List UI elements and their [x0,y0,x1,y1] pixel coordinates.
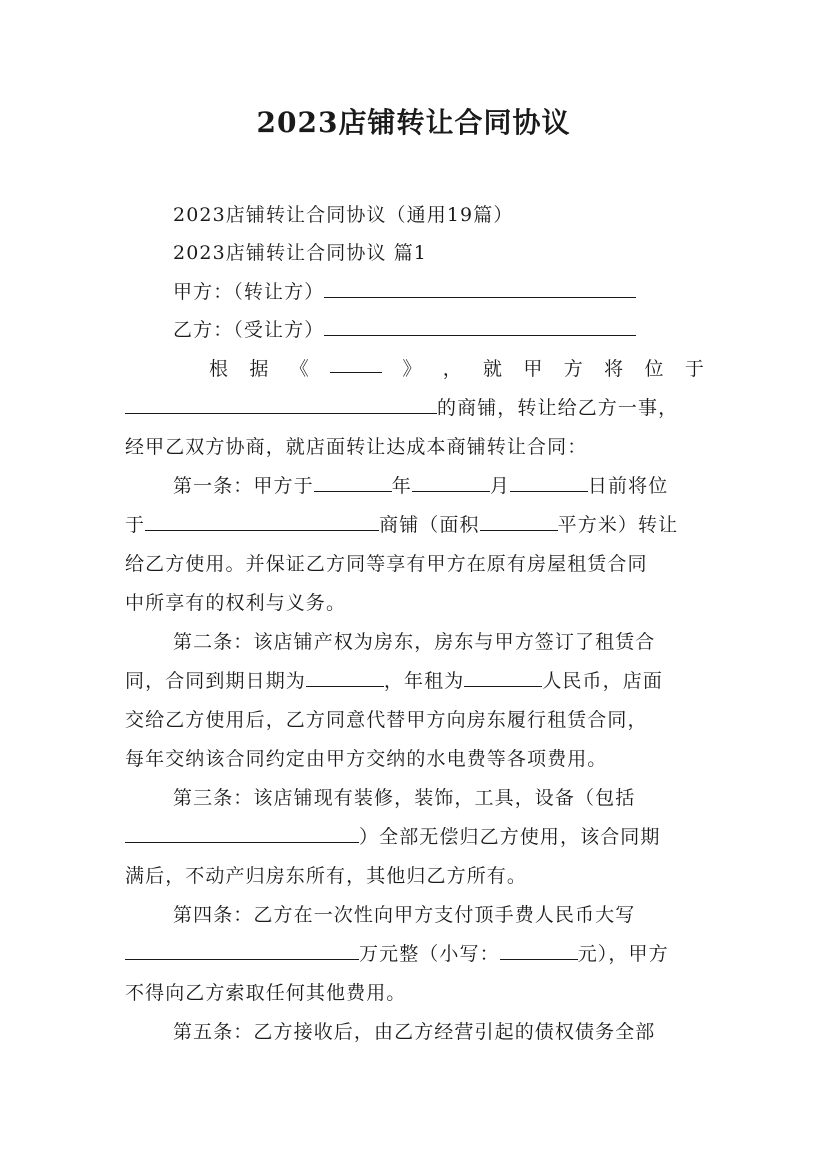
paragraph-line: 交给乙方使用后，乙方同意代替甲方向房东履行租赁合同， [125,709,648,731]
blank-field [324,317,636,336]
line-text: 商铺（面积 [379,514,480,536]
line-text: 第一条：甲方于 [173,475,314,497]
blank-field [500,941,578,960]
party-b-label: 乙方：（受让方） [173,319,325,341]
paragraph-line: 经甲乙双方协商，就店面转让达成本商铺转让合同： [125,436,588,458]
line-text: 月 [489,475,510,497]
paragraph-line [125,510,705,537]
paragraph-line: 2023店铺转让合同协议 篇1 [173,242,427,264]
article-4-line: 第四条：乙方在一次性向甲方支付顶手费人民币大写 [173,904,636,926]
char: 方 [563,358,584,380]
line-text: 同，合同到期日期为 [125,670,306,692]
paragraph-line: 满后，不动产归房东所有，其他归乙方所有。 [125,865,528,887]
document-title: 2023店铺转让合同协议 [256,106,571,139]
blank-field [314,473,392,492]
char: 》 [402,358,423,380]
blank-field [145,512,379,531]
paragraph-line: 每年交纳该合同约定由甲方交纳的水电费等各项费用。 [125,748,608,770]
line-text: 于 [125,514,146,536]
paragraph-line: 给乙方使用。并保证乙方同等享有甲方在原有房屋租赁合同 [125,553,648,575]
paragraph-line: 不得向乙方索取任何其他费用。 [125,982,407,1004]
paragraph-line [125,939,705,966]
line-text: 人民币，店面 [542,670,663,692]
party-a-label: 甲方：（转让方） [173,281,325,303]
party-b-line [125,315,753,342]
line-text: 元），甲方 [577,943,669,965]
blank-field [412,473,490,492]
article-2-line: 第二条：该店铺产权为房东，房东与甲方签订了租赁合 [173,631,656,653]
justified-line [125,354,705,381]
paragraph-line: 中所享有的权利与义务。 [125,592,347,614]
blank-field [480,512,558,531]
char: 据 [249,358,270,380]
line-text: 的商铺，转让给乙方一事， [437,397,679,419]
blank-field [324,279,636,298]
article-3-line: 第三条：该店铺现有装修，装饰，工具，设备（包括 [173,787,636,809]
paragraph-line: 2023店铺转让合同协议（通用19篇） [173,204,514,226]
blank-field [125,824,359,843]
article-1-line [125,471,753,498]
article-5-line: 第五条：乙方接收后，由乙方经营引起的债权债务全部 [173,1021,656,1043]
paragraph-line [125,822,705,849]
char: 《 [289,358,310,380]
blank-field [510,473,588,492]
char: 就 [483,358,504,380]
blank-field [125,395,437,414]
char: ， [442,358,463,380]
char: 甲 [523,358,544,380]
char: 位 [644,358,665,380]
blank-field [306,668,384,687]
party-a-line [125,277,753,304]
char: 根 [209,358,230,380]
line-text: 年 [391,475,412,497]
blank-field [125,941,359,960]
blank-field [330,354,382,373]
char: 于 [684,358,705,380]
line-text: 平方米）转让 [557,514,679,536]
line-text: ，年租为 [383,670,465,692]
line-text: 日前将位 [587,475,669,497]
paragraph-line [125,393,705,420]
blank-field [464,668,542,687]
line-text: ）全部无偿归乙方使用，该合同期 [359,826,661,848]
paragraph-line [125,666,705,693]
line-text: 万元整（小写： [359,943,500,965]
char: 将 [604,358,625,380]
